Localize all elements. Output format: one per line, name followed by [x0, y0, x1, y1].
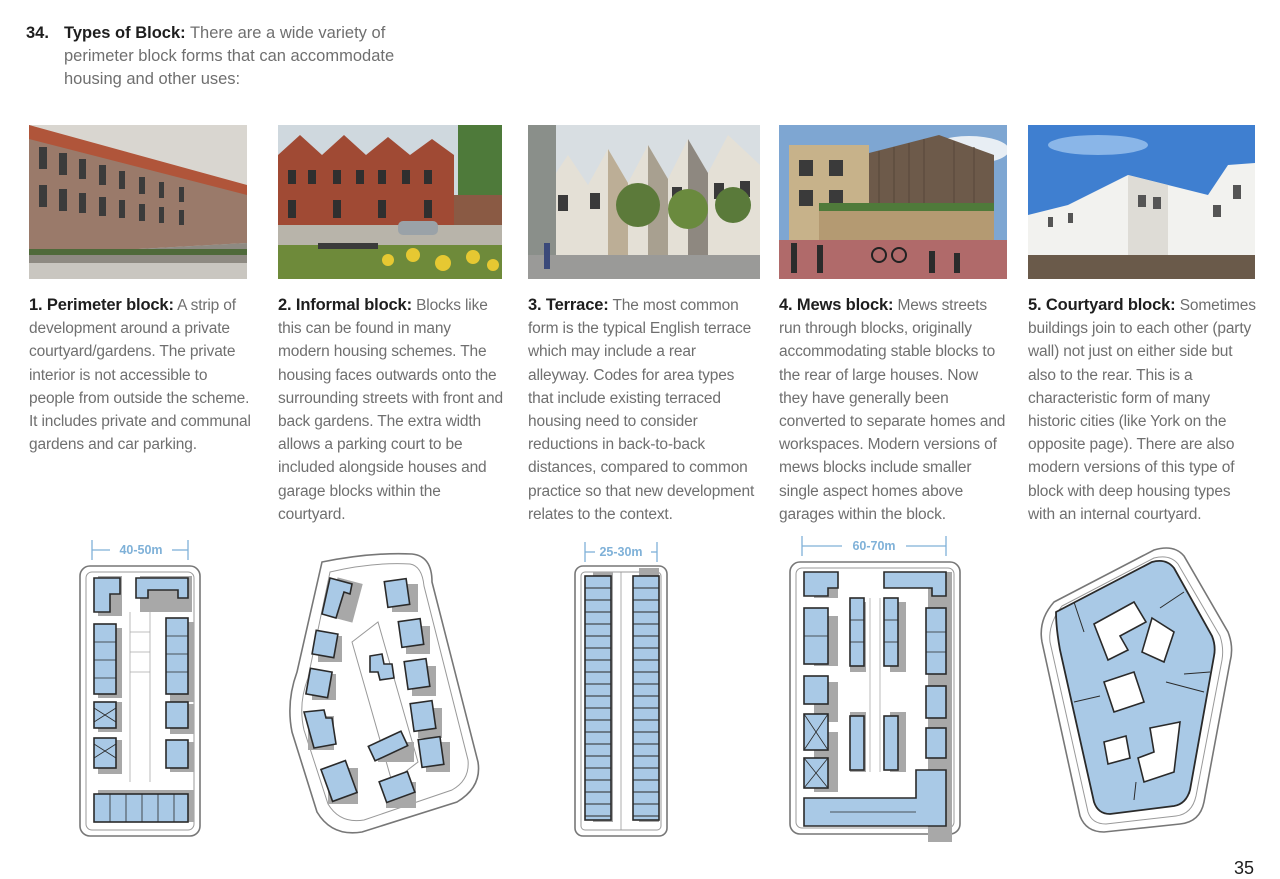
page-number: 35	[1233, 858, 1254, 878]
block-5-heading: 5. Courtyard block:	[1028, 296, 1176, 314]
block-5-description	[1028, 294, 1258, 526]
block-2-text: Blocks like this can be found in many modern housing schemes. The housing faces outwards onto the surrounding streets with front and back gardens. The extra width allows a parking court to be included alongside houses and garage blocks within the courtyard.	[278, 297, 503, 523]
photo-terrace	[528, 125, 760, 279]
block-3-description	[528, 294, 760, 526]
intro-text-block	[64, 22, 426, 91]
plan-informal-block	[282, 532, 487, 842]
block-4-text: Mews streets run through blocks, originally accommodating stable blocks to the rear of large houses. Now they have generally been converted to separate homes and workspaces. Modern versions of mews blocks include smaller single aspect homes above garages within the block.	[779, 297, 1006, 523]
plan-courtyard-block	[1034, 532, 1239, 842]
photo-mews-block	[779, 125, 1007, 279]
photo-perimeter-block	[29, 125, 247, 279]
block-1-heading: 1. Perimeter block:	[29, 296, 174, 314]
photo-courtyard-block	[1028, 125, 1255, 279]
block-4-description	[779, 294, 1007, 526]
plan-terrace	[565, 532, 675, 842]
dimension-label-3: 25-30m	[599, 545, 643, 559]
block-3-heading: 3. Terrace:	[528, 296, 609, 314]
dimension-label-1: 40-50m	[119, 543, 163, 557]
block-5-text: Sometimes buildings join to each other (party wall) not just on either side but also to the rear. This is a characteristic form of many historic cities (like York on the opposite page). There are also modern versions of this type of block with deep housing types with an internal courtyard.	[1028, 297, 1256, 523]
block-3-text: The most common form is the typical English terrace which may include a rear alleyway. Codes for area types that include existing terraced housing need to consider reductions in back-to-back distances, compared to common practice so that new development relates to the context.	[528, 297, 755, 523]
block-4-heading: 4. Mews block:	[779, 296, 894, 314]
block-2-description	[278, 294, 506, 526]
section-heading: Types of Block:	[64, 24, 186, 42]
photo-informal-block	[278, 125, 502, 279]
section-intro	[26, 22, 426, 91]
plan-perimeter-block	[70, 532, 220, 842]
dimension-label-4: 60-70m	[852, 539, 896, 553]
block-1-description	[29, 294, 251, 456]
plan-mews-block	[780, 532, 965, 842]
block-1-text: A strip of development around a private courtyard/gardens. The private interior is not accessible to people from outside the scheme. It includes private and communal gardens and car parking.	[29, 297, 251, 454]
intro-text: There are a wide variety of perimeter block forms that can accommodate housing and other uses:	[64, 24, 395, 88]
section-number: 34.	[26, 24, 49, 42]
block-2-heading: 2. Informal block:	[278, 296, 412, 314]
